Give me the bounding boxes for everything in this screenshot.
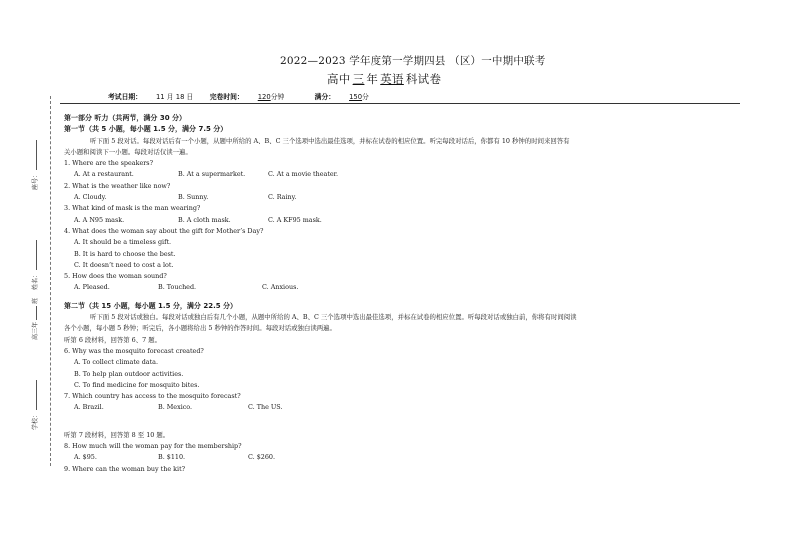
exam-title: 2022—2023 学年度第一学期四县 （区）一中期中联考 [280,55,546,67]
options: A. A N95 mask. B. A cloth mask. C. A KF95 mask. [74,215,322,224]
section1-instructions: 听下面 5 段对话。每段对话后有一个小题，从题中所给的 A、B、C 三个选项中选出最佳选项，并标在试卷的相应位置。听完每段对话后，你都有 10 秒钟的时间来回答有 [90,136,570,145]
question-8: 8. How much will the woman pay for the membership? A. $95. B. $110. C. $260. [64,441,744,464]
grade-value: 三 [352,72,365,86]
section2-instructions: 听下面 5 段对话或独白。每段对话或独白后有几个小题，从题中所给的 A、B、C 三个选项中选出最佳选项，并标在试卷的相应位置。听每段对话或独白前，你将有时间阅读 [90,313,577,322]
section1-instructions-cont: 关小题和阅读下一小题。每段对话仅读一遍。 [64,147,192,156]
section2-instructions-cont: 各个小题，每小题 5 秒钟；听完后，各小题将给出 5 秒钟的作答时间。每段对话或独白读两遍。 [64,324,336,333]
exam-info-row [108,91,397,101]
question-4: 4. What does the woman say about the gift for Mother’s Day? A. It should be a timeless gift. B. It is hard to choose the best. C. It doesn’t need to cost a lot. [64,226,264,269]
listen-7-instruction: 听第 7 段材料，回答第 8 至 10 题。 [64,430,170,439]
exam-subtitle: 高中 三 年 英语 科试卷 [327,72,442,86]
exam-duration: 完卷时间： 120分钟 [209,93,285,101]
question-5: 5. How does the woman sound? A. Pleased. B. Touched. C. Anxious. [64,271,744,294]
exam-full-score: 满分： 150分 [314,93,369,101]
school-field: 学校： [30,378,39,430]
question-6: 6. Why was the mosquito forecast created? A. To collect climate data. B. To help plan outdoor activities. C. To find medicine for mosquito bites. [64,346,204,389]
question-1: 1. Where are the speakers? A. At a restaurant. B. At a supermarket. C. At a movie theater. [64,158,744,181]
question-2: 2. What is the weather like now? A. Cloudy. B. Sunny. C. Rainy. [64,181,744,204]
part1-title: 第一部分 听力（共两节，满分 30 分） [64,114,187,122]
options: A. $95. B. $110. C. $260. [74,453,276,462]
listen-6-instruction: 听第 6 段材料，回答第 6、7 题。 [64,335,162,344]
seat-number-field: 座号： [30,138,39,190]
question-list-1 [64,158,744,294]
question-3: 3. What kind of mask is the man wearing? A. A N95 mask. B. A cloth mask. C. A KF95 mask. [64,203,744,226]
options: A. Pleased. B. Touched. C. Anxious. [74,283,299,292]
header-rule [60,103,740,104]
options: A. Cloudy. B. Sunny. C. Rainy. [74,193,297,202]
subject-value: 英语 [380,72,404,86]
name-field: 姓名： [30,238,39,290]
options: A. At a restaurant. B. At a supermarket. C. At a movie theater. [74,170,339,179]
section2-title: 第二节（共 15 小题，每小题 1.5 分，满分 22.5 分） [64,301,238,310]
binding-dashed-line [50,96,51,466]
question-7: 7. Which country has access to the mosquito forecast? A. Brazil. B. Mexico. C. The US. [64,391,744,414]
exam-date: 考试日期： 11 月 18 日 [108,93,194,101]
exam-content [64,113,744,475]
options: A. Brazil. B. Mexico. C. The US. [74,403,283,412]
class-field: 高三年班 [32,297,39,340]
section1-title: 第一节（共 5 小题，每小题 1.5 分，满分 7.5 分） [64,125,228,134]
question-9: 9. Where can the woman buy the kit? [64,464,186,473]
